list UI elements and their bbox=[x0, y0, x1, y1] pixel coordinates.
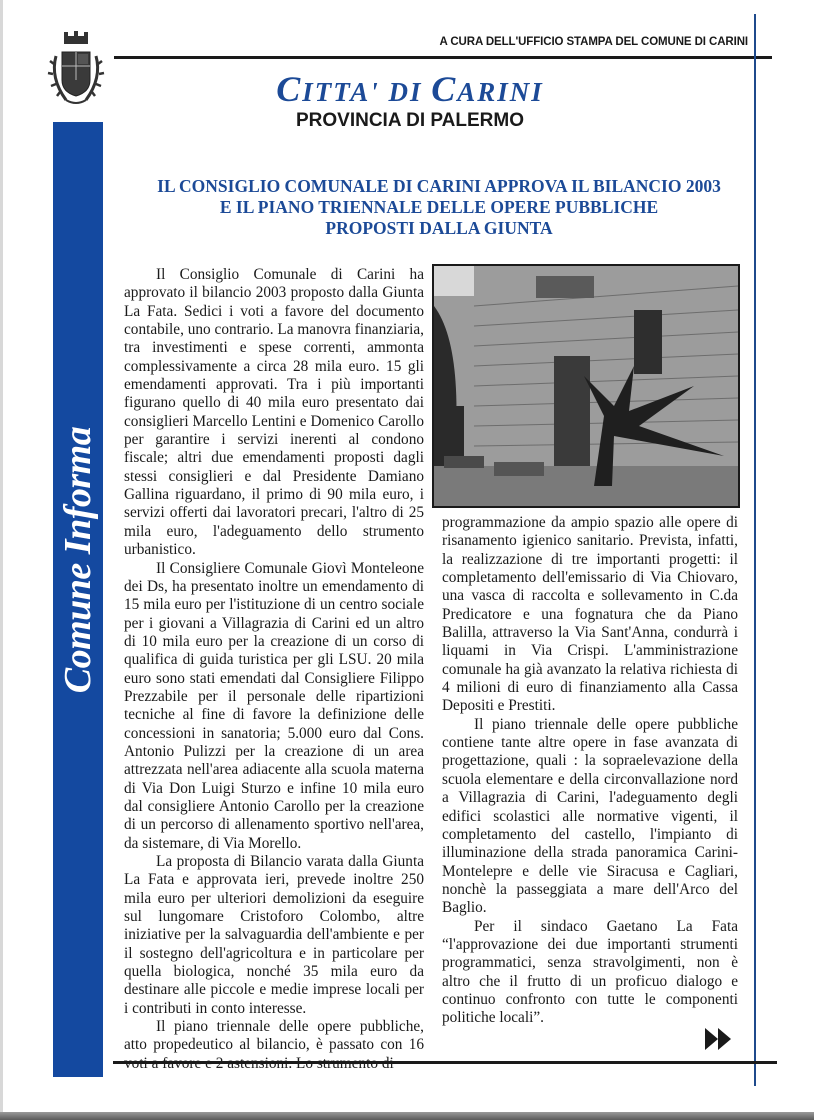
article-paragraph: Il piano triennale delle opere pubbliche, atto propedeutico al bilancio, è passato con 16 bbox=[124, 1018, 424, 1054]
scan-bottom-edge bbox=[0, 1112, 814, 1120]
article-headline bbox=[125, 176, 753, 239]
title-initial-c2: C bbox=[431, 69, 458, 109]
headline-line: PROPOSTI DALLA GIUNTA bbox=[325, 218, 553, 238]
fast-forward-icon[interactable] bbox=[703, 1026, 735, 1052]
article-column-right bbox=[442, 514, 738, 1028]
masthead-title bbox=[200, 68, 620, 110]
article-paragraph: Il piano triennale delle opere pubbliche contiene tante altre opere in fase avanzata di progettazione, quali : la sopraelevazione della scuola elementare e della circonvallazione nord a Villagrazia di Carini, l'adeguamento degli edifici scolastici alle normative vigenti, il completamento del castello, l'impianto di illuminazione della strada panoramica Carini-Montelepre e delle vie Siracusa e Cagliari, nonchè la passeggiata a mare dell'Arco del Baglio. bbox=[442, 715, 738, 917]
title-citta-di: ITTA' DI bbox=[302, 77, 432, 107]
right-margin-rule bbox=[754, 14, 756, 1086]
article-paragraph: Per il sindaco Gaetano La Fata “l'approvazione dei due importanti strumenti programmatici, senza stravolgimenti, non è altro che il frutto di un proficuo dialogo e continuo confronto con tutte le componenti politiche locali”. bbox=[442, 917, 738, 1027]
article-column-left bbox=[124, 266, 424, 1073]
article-paragraph: Il Consigliere Comunale Giovì Monteleone dei Ds, ha presentato inoltre un emendamento di 15 mila euro per l'istituzione di un centro sociale per i giovani a Villagrazia di Carini ed un altro di 10 mila euro per la creazione di un corso di qualifica di guida turistica per gli LSU. 20 mila euro sono stati emendati dal Consigliere Filippo Prezzabile per il personale delle ripartizioni tecniche al fine di favore la definizione delle concessioni in sanatoria; 5.000 euro dal Cons. Antonio Pulizzi per la creazione di un area attrezzata nell'area adiacente alla scuola materna di Via Don Luigi Sturzo e infine 10 mila euro dal consigliere Antonio Carollo per la creazione di un percorso di allenamento sportivo nell'area, da sistemare, di Via Morello. bbox=[124, 559, 424, 852]
coat-of-arms-icon bbox=[40, 30, 112, 110]
headline-line: IL CONSIGLIO COMUNALE DI CARINI APPROVA IL BILANCIO 2003 bbox=[157, 176, 721, 196]
sidebar-label-text: Comune Informa bbox=[57, 426, 99, 694]
press-office-credit: A CURA DELL'UFFICIO STAMPA DEL COMUNE DI CARINI bbox=[439, 36, 748, 48]
province-subtitle: PROVINCIA DI PALERMO bbox=[295, 110, 524, 131]
headline-line: E IL PIANO TRIENNALE DELLE OPERE PUBBLICHE bbox=[219, 197, 659, 217]
title-arini: ARINI bbox=[457, 77, 544, 107]
title-initial-c: C bbox=[276, 69, 303, 109]
article-paragraph: Il Consiglio Comunale di Carini ha approvato il bilancio 2003 proposto dalla Giunta La Fata. Sedici i voti a favore del documento contabile, uno contrario. La manovra finanziaria, tra investimenti e spese correnti, ammonta complessivamente a circa 28 mila euro. 15 gli emendamenti approvati. Tra i più importanti figurano quello di 40 mila euro presentato dai consiglieri Marcello Lentini e Domenico Carollo per garantire i servizi inerenti al condono fiscale; altri due emendamenti proposti dagli stessi consiglieri e dal Presidente Damiano Gallina riguardano, il primo di 90 mila euro, i servizi offerti dai lavoratori precari, l'altro di 25 mila euro, l'adeguamento dello strumento urbanistico. bbox=[124, 266, 424, 559]
bottom-rule bbox=[113, 1061, 777, 1064]
sidebar-label bbox=[53, 410, 103, 710]
building-photo bbox=[432, 264, 740, 508]
top-rule bbox=[114, 56, 772, 59]
article-paragraph: programmazione da ampio spazio alle opere di risanamento igienico sanitario. Prevista, infatti, la realizzazione di tre importanti progetti: il completamento dell'emissario di Via Chiovaro, una vasca di raccolta e sollevamento in C.da Predicatore e una fognatura che da Piano Balilla, attraverso la Via Sant'Anna, condurrà i liquami in Via Crispi. L'amministrazione comunale ha già avanzato la relativa richiesta di 4 milioni di euro di finanziamento alla Cassa Depositi e Prestiti. bbox=[442, 514, 738, 715]
article-paragraph: La proposta di Bilancio varata dalla Giunta La Fata e approvata ieri, prevede inoltre 250 mila euro per ulteriori demolizioni da eseguire sul lungomare Cristoforo Colombo, altre iniziative per la salvaguardia dell'ambiente e per il sostegno dell'agricoltura e in particolare per quella biologica, nonché 35 mila euro da destinare alle piccole e medie imprese locali per i contributi in conto interesse. bbox=[124, 853, 424, 1017]
page-edge bbox=[0, 0, 3, 1120]
